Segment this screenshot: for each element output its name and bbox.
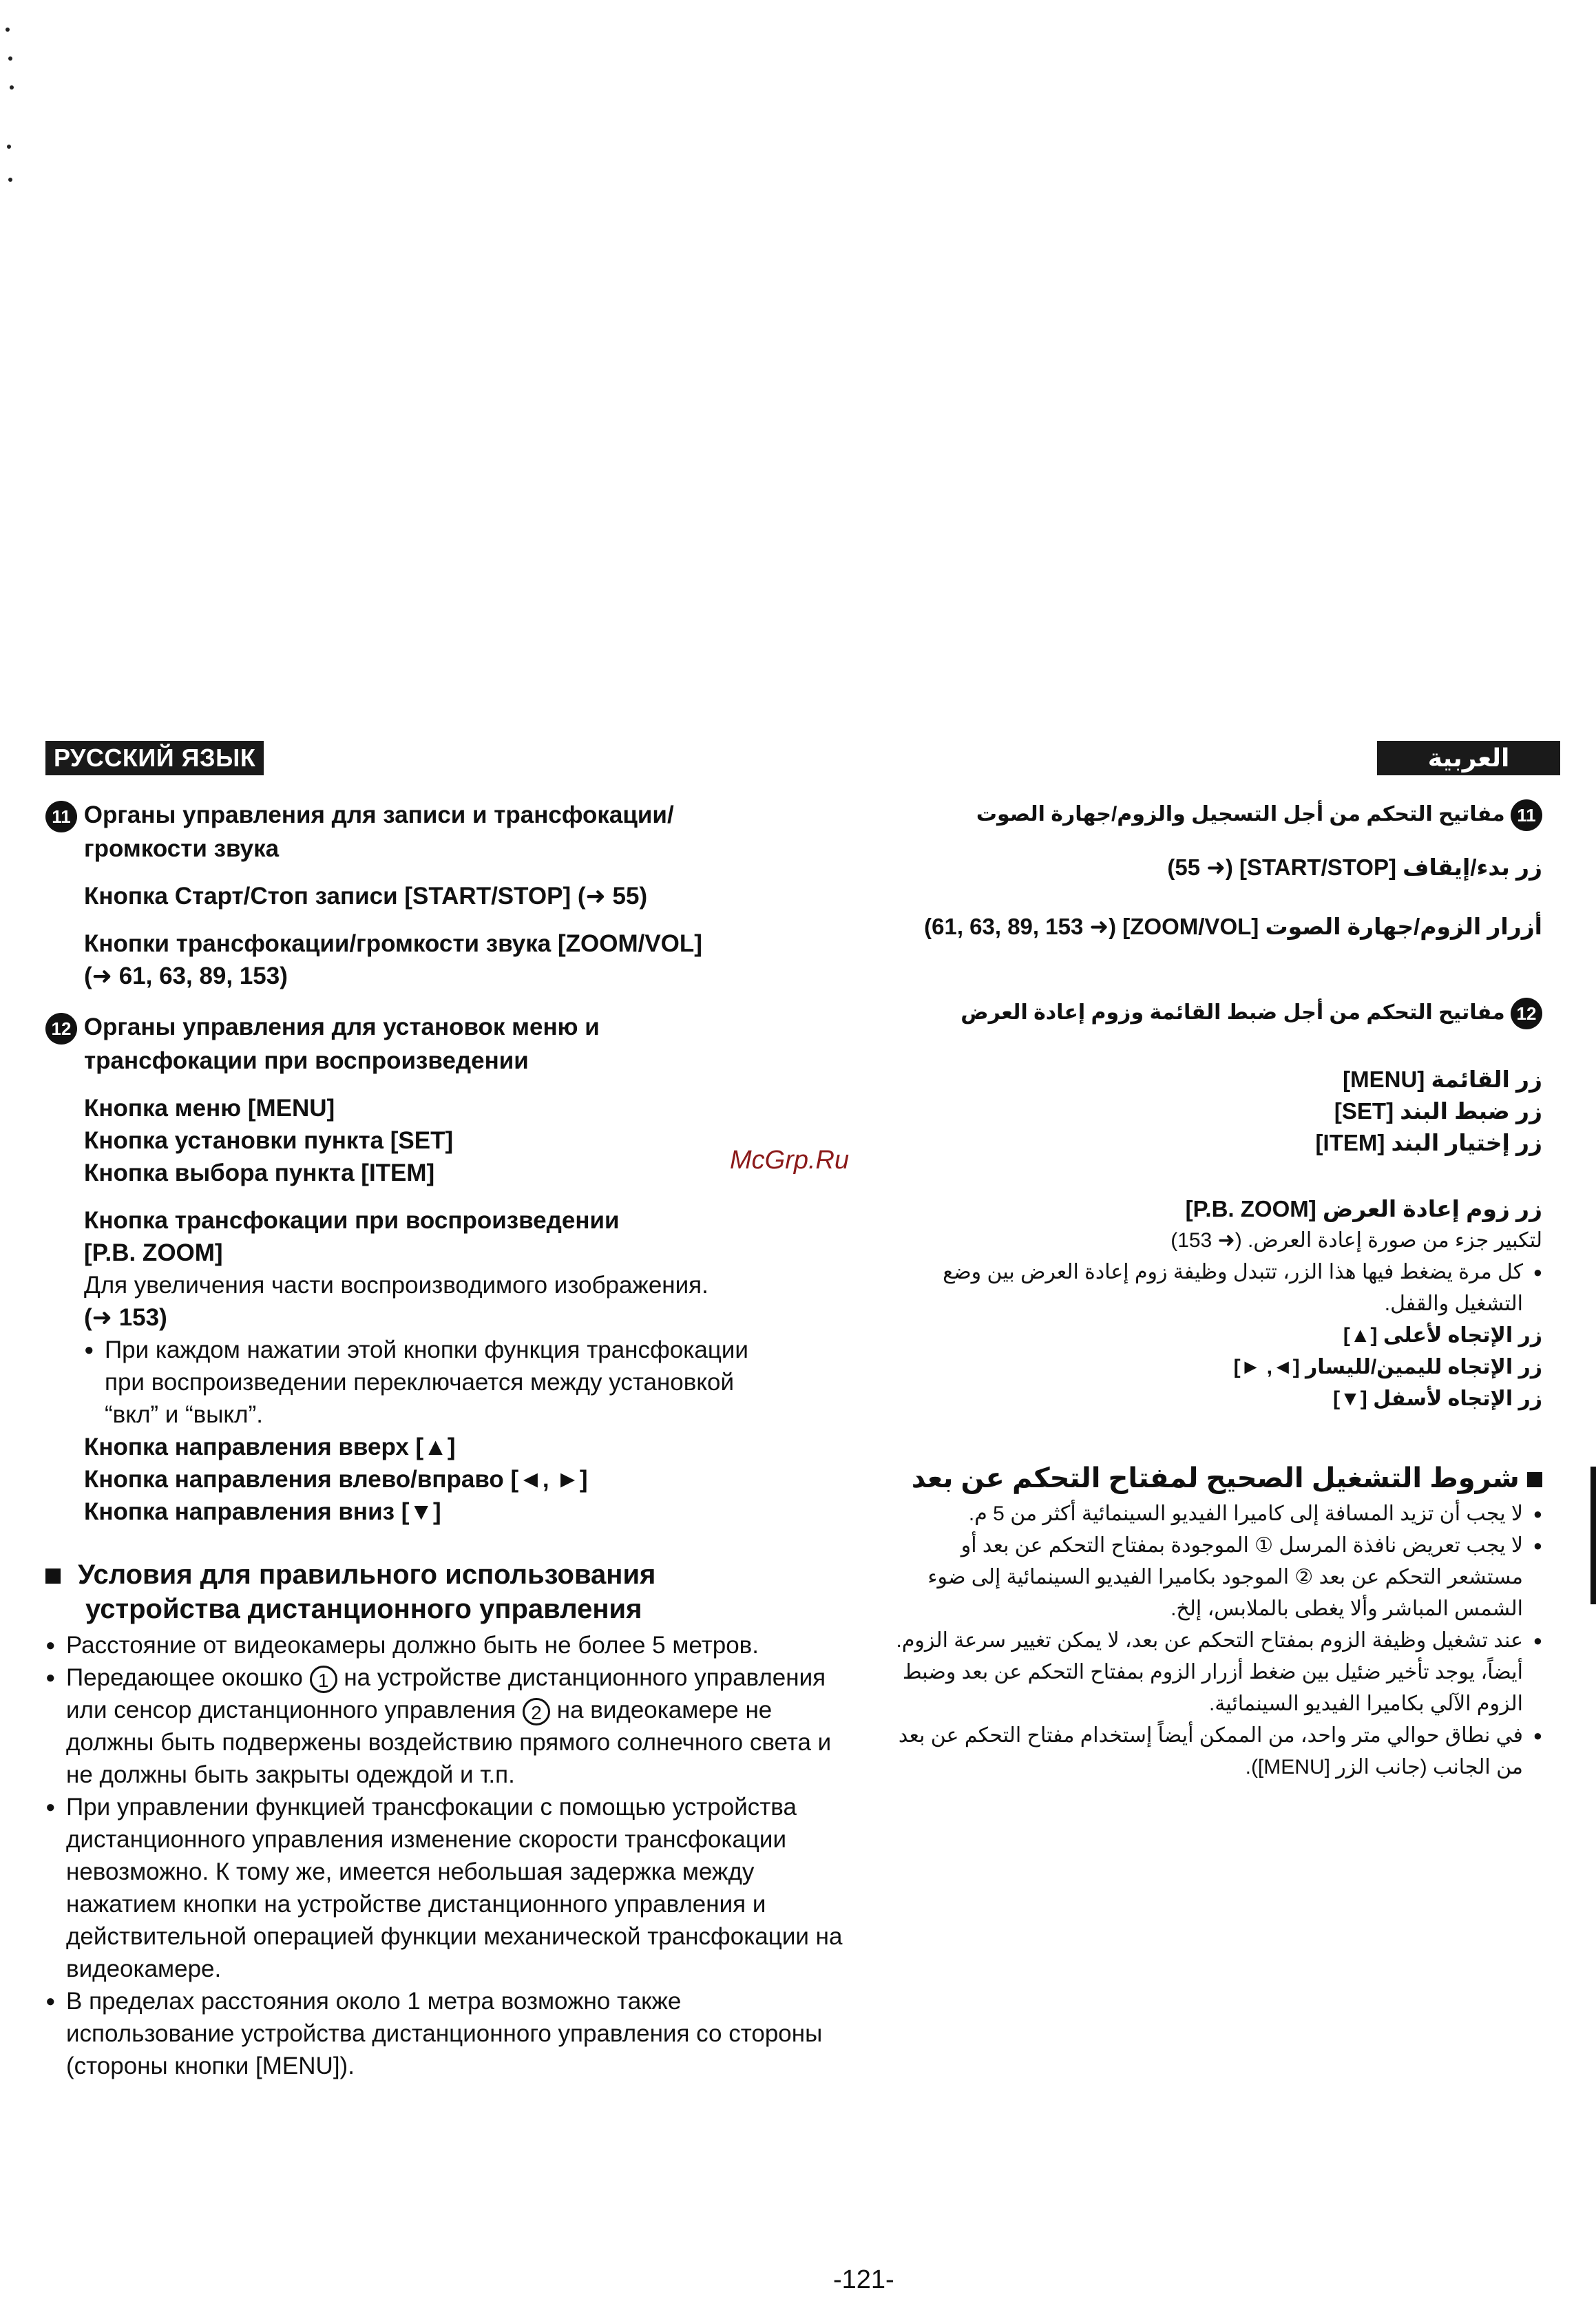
ru-pbzoom-note: ● При каждом нажатии этой кнопки функция трансфокации при воспроизведении переключается между установкой “вкл” и “выкл”.: [84, 1334, 844, 1431]
ru-down-button: Кнопка направления вниз [▼]: [84, 1498, 441, 1525]
ru-section-11-title: 11 Органы управления для записи и трансфокации/ громкости звука: [45, 799, 844, 865]
list-item: ● В пределах расстояния около 1 метра возможно также использование устройства дистанционного управления со стороны (стороны кнопки [MENU]).: [45, 1985, 844, 2082]
ru-section-12: [45, 1011, 844, 1528]
ar-start-stop-item: زر بدء/إيقاف [START/STOP] (➜ 55): [1167, 854, 1542, 881]
section-number-badge: 12: [45, 1013, 77, 1045]
scan-speck: [8, 56, 12, 61]
section-number-badge: 11: [45, 801, 77, 832]
ru-item-button: Кнопка выбора пункта [ITEM]: [84, 1159, 435, 1186]
list-item: ● При управлении функцией трансфокации с помощью устройства дистанционного управления изменение скорости трансфокации невозможно. К тому же, имеется небольшая задержка между нажатием кнопки на устройстве дистанционного управления и действительной операцией функции механической трансфокации на видеокамере.: [45, 1791, 844, 1985]
ru-menu-button: Кнопка меню [MENU]: [84, 1094, 335, 1122]
scan-speck: [10, 85, 14, 90]
ar-conditions-list: [895, 1498, 1542, 1783]
ar-section-12-title: 12 مفاتيح التحكم من أجل ضبط القائمة وزوم إعادة العرض: [895, 997, 1542, 1029]
square-bullet-icon: [45, 1568, 61, 1584]
list-item: ● في نطاق حوالي متر واحد، من الممكن أيضاً إستخدام مفتاح التحكم عن بعد من الجانب (جانب الزر [MENU]).: [895, 1720, 1542, 1783]
transmitter-window-marker: 1: [310, 1666, 337, 1693]
ru-section-11: [45, 799, 844, 992]
page-number: -121-: [833, 2265, 894, 2294]
russian-language-label: РУССКИЙ ЯЗЫК: [45, 741, 264, 775]
ru-conditions: [45, 1557, 844, 2082]
ar-zoom-vol-item: أزرار الزوم/جهارة الصوت [ZOOM/VOL] (➜ 61, 63, 89, 153): [924, 914, 1542, 940]
watermark: McGrp.Ru: [730, 1146, 850, 1175]
ar-section-11: [895, 799, 1542, 943]
ru-left-right-button: Кнопка направления влево/вправо [◄, ►]: [84, 1465, 588, 1493]
ar-conditions: [895, 1462, 1542, 1783]
ru-pbzoom-block: Кнопка трансфокации при воспроизведении [P.B. ZOOM] Для увеличения части воспроизводимого изображения. (➜ 153) ● При каждом нажатии этой кнопки функция трансфокации при воспроизведении переключается между установкой “вкл” и “выкл”. Кнопка направления вверх [▲] Кнопка направления влево/вправо [◄, ►] Кнопка направления вниз [▼]: [45, 1204, 844, 1528]
scan-speck: [6, 28, 10, 32]
remote-sensor-marker: 2: [523, 1698, 550, 1725]
list-item: ● Расстояние от видеокамеры должно быть не более 5 метров.: [45, 1629, 844, 1661]
scan-speck: [8, 178, 12, 182]
list-item: ● عند تشغيل وظيفة الزوم بمفتاح التحكم عن بعد، لا يمكن تغيير سرعة الزوم. أيضاً، يوجد تأخير ضئيل بين ضغط أزرار الزوم بمفتاح التحكم عن بعد وضبط الزوم الآلي بكاميرا الفيديو السينمائية.: [895, 1625, 1542, 1720]
ru-menu-buttons: [45, 1092, 844, 1189]
list-item: ● Передающее окошко 1 на устройстве дистанционного управления или сенсор дистанционного управления 2 на видеокамере не должны быть подвержены воздействию прямого солнечного света и не должны быть закрыты одеждой и т.п.: [45, 1661, 844, 1791]
ar-pbzoom-block: زر زوم إعادة العرض [P.B. ZOOM] لتكبير جزء من صورة إعادة العرض. (➜ 153) ● كل مرة يضغط فيها هذا الزر، تتبدل وظيفة زوم إعادة العرض بين وضع التشغيل والقفل. زر الإتجاه لأعلى [▲] زر الإتجاه لليمين/لليسار [◄, ►] زر الإتجاه لأسفل [▼]: [895, 1193, 1542, 1415]
ru-section-12-title: 12 Органы управления для установок меню и трансфокации при воспроизведении: [45, 1011, 844, 1077]
ru-zoom-vol-item: Кнопки трансфокации/громкости звука [ZOOM/VOL] (➜ 61, 63, 89, 153): [84, 930, 702, 989]
ar-menu-buttons: زر القائمة [MENU] زر ضبط البند [SET] زر إختيار البند [ITEM]: [1315, 1067, 1542, 1156]
ru-set-button: Кнопка установки пункта [SET]: [84, 1126, 454, 1154]
ru-start-stop-item: Кнопка Старт/Стоп записи [START/STOP] (➜ 55): [84, 882, 648, 910]
ru-conditions-list: [45, 1629, 844, 2082]
ar-section-11-title: 11 مفاتيح التحكم من أجل التسجيل والزوم/جهارة الصوت: [895, 799, 1542, 831]
arabic-language-label: العربية: [1377, 741, 1560, 775]
scan-speck: [7, 145, 11, 149]
page-edge-marker: [1590, 1467, 1596, 1604]
list-item: ● لا يجب أن تزيد المسافة إلى كاميرا الفيديو السينمائية أكثر من 5 م.: [895, 1498, 1542, 1530]
ar-section-12: [895, 997, 1542, 1415]
ru-up-button: Кнопка направления вверх [▲]: [84, 1433, 456, 1460]
ru-conditions-title: Условия для правильного использования устройства дистанционного управления: [45, 1557, 844, 1626]
section-number-badge: 11: [1511, 799, 1542, 831]
section-number-badge: 12: [1511, 998, 1542, 1029]
ar-conditions-title: شروط التشغيل الصحيح لمفتاح التحكم عن بعد: [895, 1462, 1542, 1494]
square-bullet-icon: [1527, 1472, 1542, 1487]
list-item: ● لا يجب تعريض نافذة المرسل ① الموجودة بمفتاح التحكم عن بعد أو مستشعر التحكم عن بعد ② الموجود بكاميرا الفيديو السينمائية إلى ضوء الشمس المباشر وألا يغطى بالملابس، إلخ.: [895, 1530, 1542, 1625]
